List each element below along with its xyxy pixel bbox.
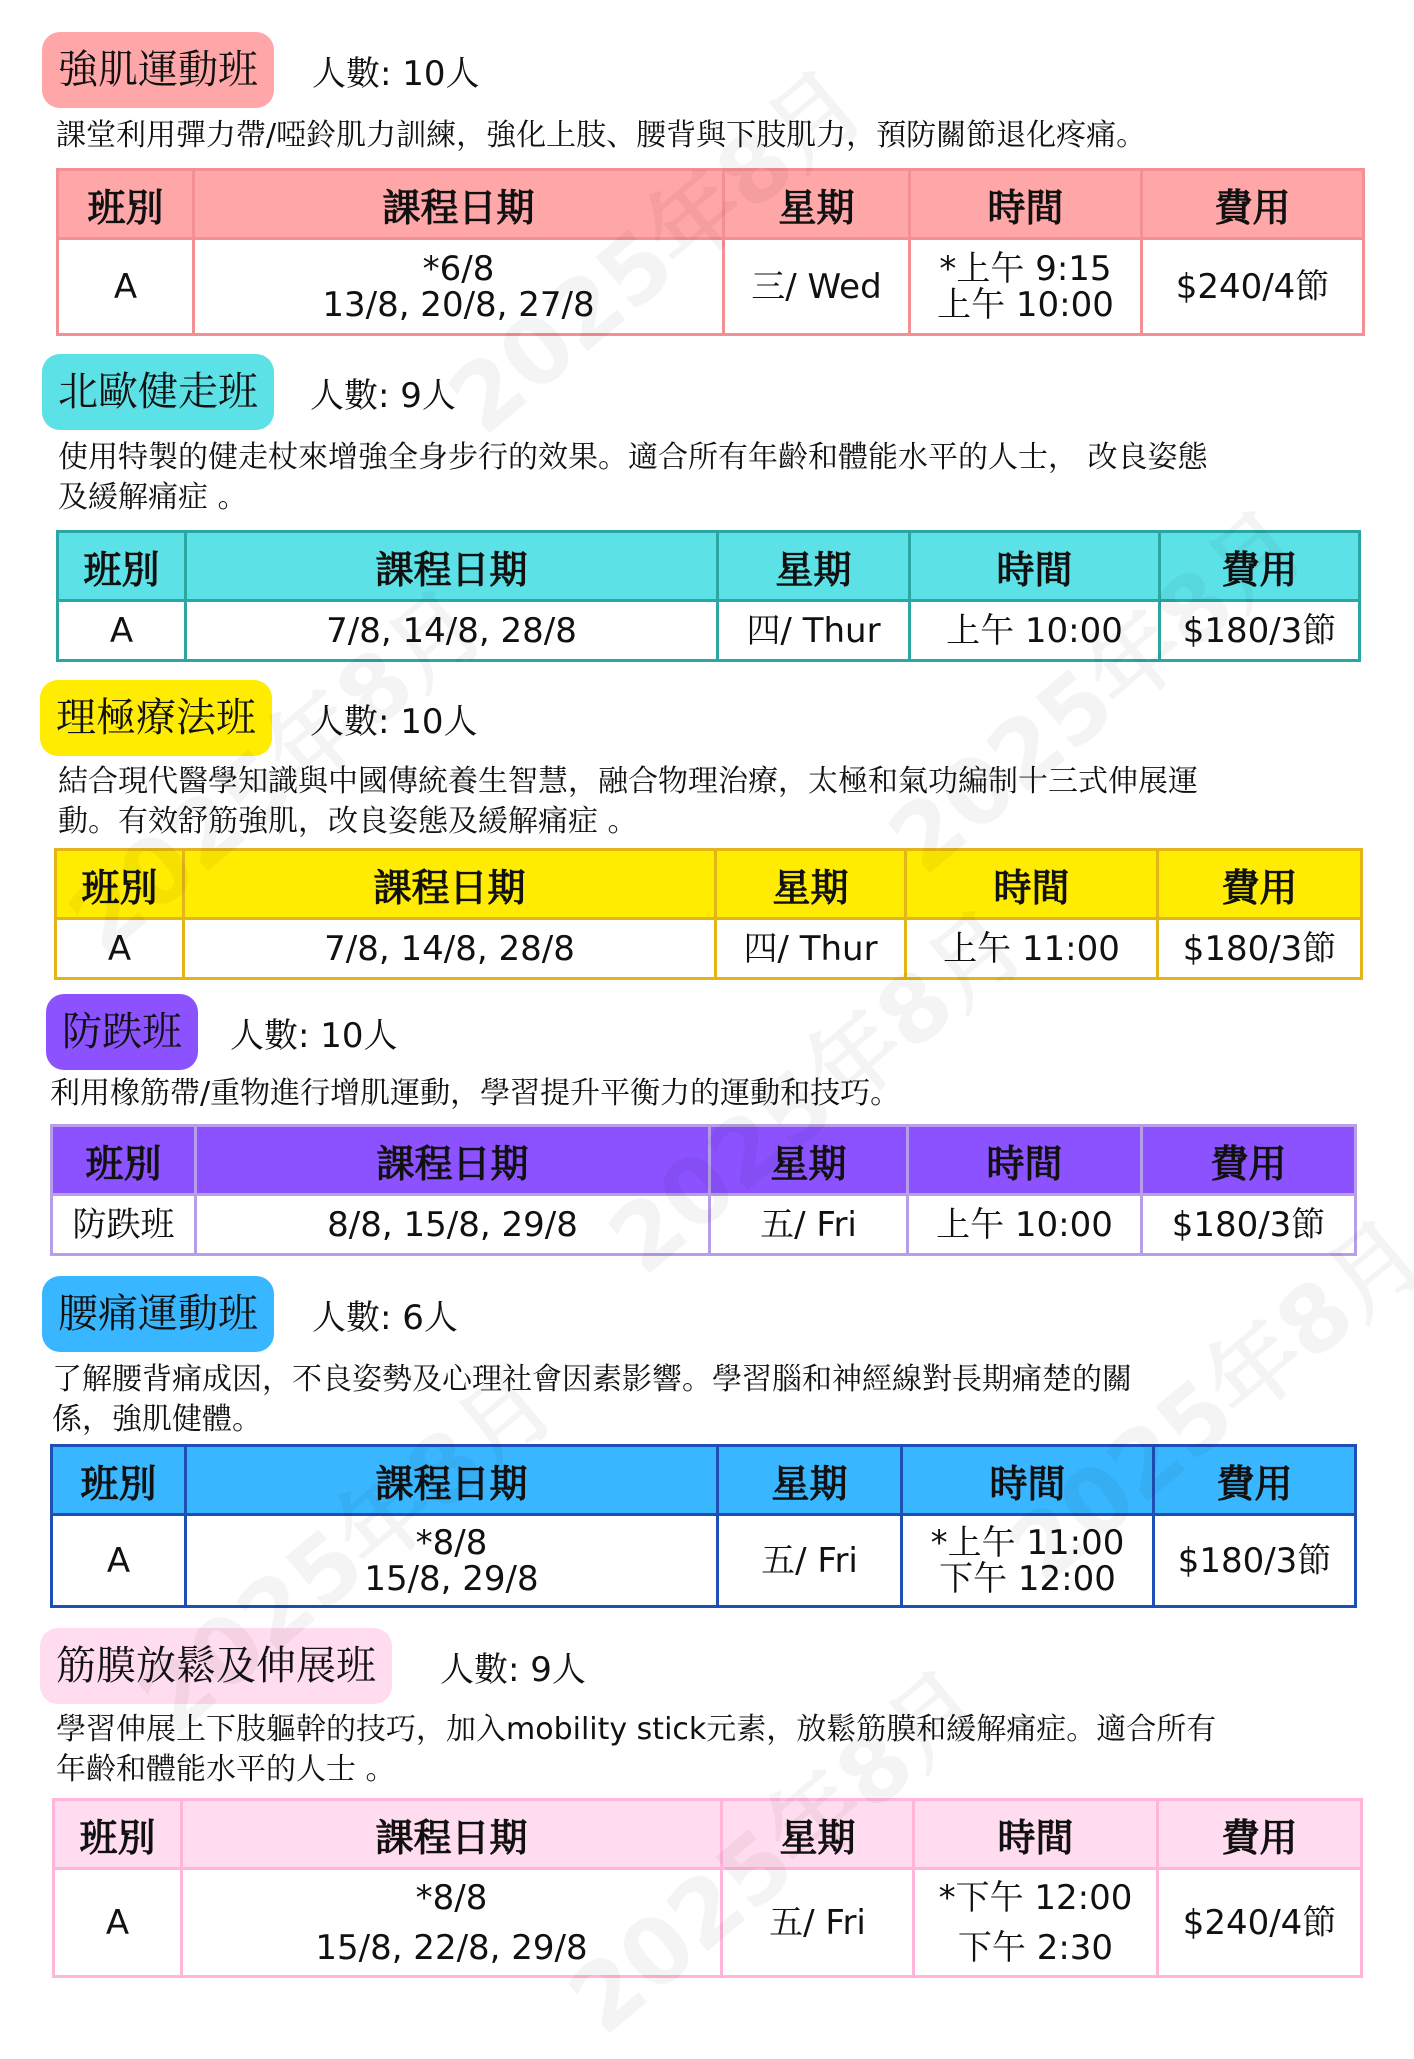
- cell-fee: $240/4節: [1142, 239, 1364, 335]
- header-weekday: 星期: [724, 170, 910, 239]
- header-time: 時間: [906, 850, 1158, 919]
- course-description: 結合現代醫學知識與中國傳統養生智慧，融合物理治療，太極和氣功編制十三式伸展運 動。有效舒筋強肌，改良姿態及緩解痛症 。: [58, 764, 1198, 839]
- course-capacity: 人數: 10人: [310, 702, 478, 742]
- course-header: [0, 32, 1414, 108]
- header-time: 時間: [914, 1800, 1158, 1869]
- course-title: 防跌班: [46, 994, 198, 1070]
- course-header: [0, 1628, 1414, 1704]
- header-fee: 費用: [1142, 1126, 1356, 1195]
- table-header-row: [58, 170, 1364, 239]
- header-fee: 費用: [1158, 1800, 1362, 1869]
- header-dates: 課程日期: [196, 1126, 710, 1195]
- table-row: [56, 919, 1362, 979]
- course-capacity: 人數: 6人: [312, 1298, 458, 1338]
- header-dates: 課程日期: [194, 170, 724, 239]
- cell-fee: $240/4節: [1158, 1869, 1362, 1977]
- cell-time: 上午 11:00: [906, 919, 1158, 979]
- table-header-row: [52, 1446, 1356, 1515]
- cell-time: *上午 9:15 上午 10:00: [910, 239, 1142, 335]
- header-fee: 費用: [1142, 170, 1364, 239]
- cell-fee: $180/3節: [1142, 1195, 1356, 1255]
- header-weekday: 星期: [718, 532, 910, 601]
- table-row: [58, 601, 1360, 661]
- course-title: 理極療法班: [40, 680, 272, 756]
- table-header-row: [54, 1800, 1362, 1869]
- header-time: 時間: [908, 1126, 1142, 1195]
- schedule-table: [56, 168, 1365, 336]
- cell-class: A: [58, 601, 186, 661]
- course-title: 筋膜放鬆及伸展班: [40, 1628, 392, 1704]
- cell-time: *上午 11:00 下午 12:00: [902, 1515, 1154, 1607]
- table-header-row: [58, 532, 1360, 601]
- header-class: 班別: [56, 850, 184, 919]
- cell-weekday: 五/ Fri: [718, 1515, 902, 1607]
- cell-weekday: 四/ Thur: [718, 601, 910, 661]
- header-dates: 課程日期: [186, 1446, 718, 1515]
- header-dates: 課程日期: [184, 850, 716, 919]
- cell-time: *下午 12:00 下午 2:30: [914, 1869, 1158, 1977]
- cell-class: A: [52, 1515, 186, 1607]
- header-class: 班別: [52, 1126, 196, 1195]
- cell-weekday: 五/ Fri: [722, 1869, 914, 1977]
- table-row: [52, 1515, 1356, 1607]
- course-title: 北歐健走班: [42, 354, 274, 430]
- header-time: 時間: [910, 170, 1142, 239]
- header-weekday: 星期: [718, 1446, 902, 1515]
- course-capacity: 人數: 10人: [230, 1016, 398, 1056]
- schedule-table: [50, 1124, 1357, 1256]
- table-header-row: [52, 1126, 1356, 1195]
- cell-dates: *8/8 15/8, 22/8, 29/8: [182, 1869, 722, 1977]
- cell-fee: $180/3節: [1154, 1515, 1356, 1607]
- header-class: 班別: [58, 532, 186, 601]
- table-row: [58, 239, 1364, 335]
- schedule-table: [56, 530, 1361, 662]
- course-description: 使用特製的健走杖來增強全身步行的效果。適合所有年齡和體能水平的人士， 改良姿態 及緩解痛症 。: [58, 440, 1208, 515]
- table-header-row: [56, 850, 1362, 919]
- table-row: [54, 1869, 1362, 1977]
- header-weekday: 星期: [716, 850, 906, 919]
- course-description: 學習伸展上下肢軀幹的技巧，加入mobility stick元素，放鬆筋膜和緩解痛症。適合所有 年齡和體能水平的人士 。: [56, 1712, 1217, 1787]
- course-header: [0, 994, 1414, 1070]
- header-fee: 費用: [1154, 1446, 1356, 1515]
- cell-dates: 7/8, 14/8, 28/8: [184, 919, 716, 979]
- schedule-table: [50, 1444, 1357, 1608]
- course-header: [0, 680, 1414, 756]
- course-title: 腰痛運動班: [42, 1276, 274, 1352]
- course-description: 課堂利用彈力帶/啞鈴肌力訓練，強化上肢、腰背與下肢肌力，預防關節退化疼痛。: [56, 118, 1147, 153]
- course-title: 強肌運動班: [42, 32, 274, 108]
- cell-fee: $180/3節: [1158, 919, 1362, 979]
- header-time: 時間: [910, 532, 1160, 601]
- header-fee: 費用: [1160, 532, 1360, 601]
- header-class: 班別: [52, 1446, 186, 1515]
- cell-dates: *8/8 15/8, 29/8: [186, 1515, 718, 1607]
- header-weekday: 星期: [710, 1126, 908, 1195]
- header-weekday: 星期: [722, 1800, 914, 1869]
- schedule-table: [52, 1798, 1363, 1978]
- course-capacity: 人數: 9人: [310, 376, 456, 416]
- cell-weekday: 五/ Fri: [710, 1195, 908, 1255]
- schedule-table: [54, 848, 1363, 980]
- header-time: 時間: [902, 1446, 1154, 1515]
- header-dates: 課程日期: [182, 1800, 722, 1869]
- course-description: 了解腰背痛成因，不良姿勢及心理社會因素影響。學習腦和神經線對長期痛楚的關 係，強肌健體。: [52, 1362, 1132, 1437]
- header-class: 班別: [58, 170, 194, 239]
- cell-dates: 8/8, 15/8, 29/8: [196, 1195, 710, 1255]
- header-dates: 課程日期: [186, 532, 718, 601]
- cell-class: A: [56, 919, 184, 979]
- cell-class: A: [58, 239, 194, 335]
- header-class: 班別: [54, 1800, 182, 1869]
- cell-time: 上午 10:00: [908, 1195, 1142, 1255]
- cell-class: A: [54, 1869, 182, 1977]
- cell-dates: *6/8 13/8, 20/8, 27/8: [194, 239, 724, 335]
- cell-time: 上午 10:00: [910, 601, 1160, 661]
- cell-class: 防跌班: [52, 1195, 196, 1255]
- course-header: [0, 1276, 1414, 1352]
- cell-weekday: 三/ Wed: [724, 239, 910, 335]
- course-description: 利用橡筋帶/重物進行增肌運動，學習提升平衡力的運動和技巧。: [50, 1076, 901, 1111]
- cell-weekday: 四/ Thur: [716, 919, 906, 979]
- cell-dates: 7/8, 14/8, 28/8: [186, 601, 718, 661]
- course-header: [0, 354, 1414, 430]
- table-row: [52, 1195, 1356, 1255]
- header-fee: 費用: [1158, 850, 1362, 919]
- course-capacity: 人數: 9人: [440, 1650, 586, 1690]
- course-capacity: 人數: 10人: [312, 54, 480, 94]
- cell-fee: $180/3節: [1160, 601, 1360, 661]
